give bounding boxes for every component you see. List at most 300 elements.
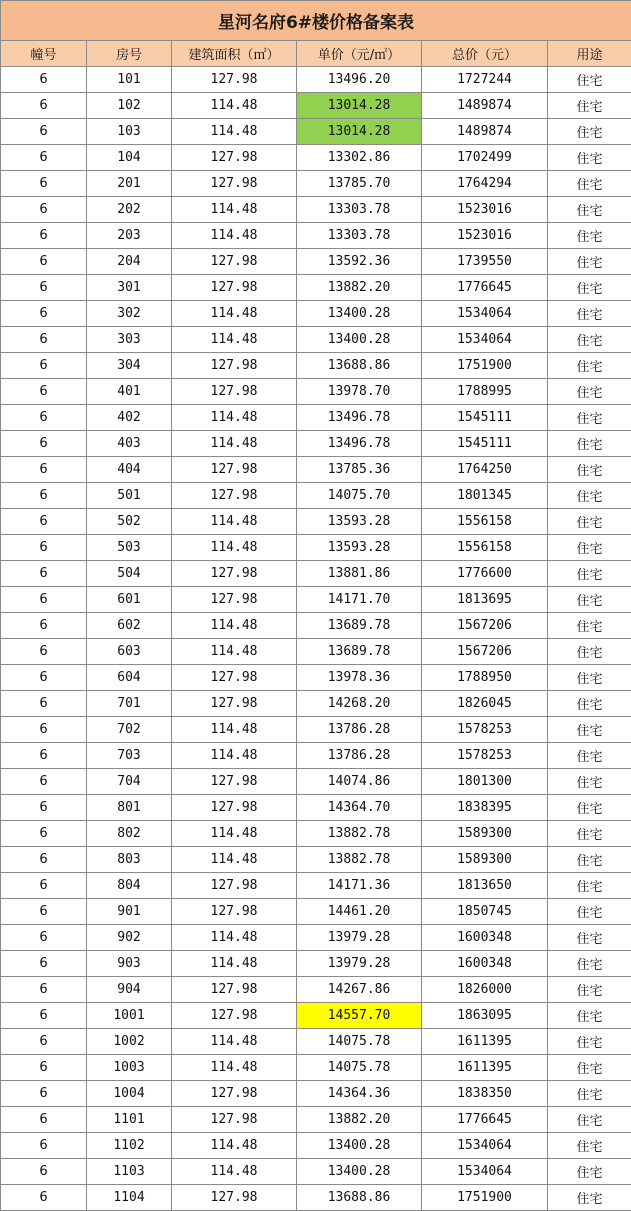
cell-unit-price: 13882.78 <box>297 821 422 847</box>
table-row <box>1 353 631 379</box>
cell-total-price: 1813650 <box>422 873 548 899</box>
cell-room: 301 <box>87 275 172 301</box>
table-row <box>1 587 631 613</box>
cell-total-price: 1850745 <box>422 899 548 925</box>
table-row <box>1 275 631 301</box>
cell-area: 127.98 <box>172 379 297 405</box>
cell-unit-price: 13688.86 <box>297 353 422 379</box>
cell-use: 住宅 <box>548 587 631 613</box>
cell-unit-price: 14268.20 <box>297 691 422 717</box>
cell-total-price: 1567206 <box>422 639 548 665</box>
table-row <box>1 405 631 431</box>
cell-use: 住宅 <box>548 379 631 405</box>
cell-building: 6 <box>1 1003 87 1029</box>
cell-unit-price: 13496.78 <box>297 431 422 457</box>
cell-unit-price: 13303.78 <box>297 223 422 249</box>
table-row <box>1 873 631 899</box>
cell-area: 127.98 <box>172 873 297 899</box>
cell-unit-price: 14364.36 <box>297 1081 422 1107</box>
table-row <box>1 613 631 639</box>
table-row <box>1 1107 631 1133</box>
cell-room: 104 <box>87 145 172 171</box>
cell-building: 6 <box>1 639 87 665</box>
cell-unit-price: 14364.70 <box>297 795 422 821</box>
cell-use: 住宅 <box>548 1003 631 1029</box>
table-row <box>1 561 631 587</box>
cell-use: 住宅 <box>548 119 631 145</box>
cell-building: 6 <box>1 93 87 119</box>
cell-total-price: 1764294 <box>422 171 548 197</box>
cell-unit-price: 13786.28 <box>297 743 422 769</box>
cell-room: 1102 <box>87 1133 172 1159</box>
cell-room: 1002 <box>87 1029 172 1055</box>
cell-total-price: 1600348 <box>422 951 548 977</box>
cell-use: 住宅 <box>548 1107 631 1133</box>
cell-building: 6 <box>1 509 87 535</box>
cell-room: 904 <box>87 977 172 1003</box>
cell-area: 127.98 <box>172 977 297 1003</box>
cell-use: 住宅 <box>548 483 631 509</box>
cell-area: 127.98 <box>172 1185 297 1211</box>
header-building: 幢号 <box>1 41 87 67</box>
cell-room: 802 <box>87 821 172 847</box>
cell-unit-price: 14267.86 <box>297 977 422 1003</box>
table-row <box>1 119 631 145</box>
cell-building: 6 <box>1 691 87 717</box>
header-row <box>1 41 631 67</box>
cell-building: 6 <box>1 431 87 457</box>
cell-building: 6 <box>1 847 87 873</box>
cell-use: 住宅 <box>548 301 631 327</box>
cell-area: 114.48 <box>172 717 297 743</box>
cell-use: 住宅 <box>548 899 631 925</box>
cell-total-price: 1788995 <box>422 379 548 405</box>
cell-total-price: 1534064 <box>422 1133 548 1159</box>
cell-building: 6 <box>1 223 87 249</box>
cell-use: 住宅 <box>548 951 631 977</box>
table-row <box>1 249 631 275</box>
cell-building: 6 <box>1 587 87 613</box>
cell-use: 住宅 <box>548 1133 631 1159</box>
cell-building: 6 <box>1 1185 87 1211</box>
cell-unit-price: 14074.86 <box>297 769 422 795</box>
cell-building: 6 <box>1 145 87 171</box>
table-row <box>1 639 631 665</box>
cell-unit-price: 14075.78 <box>297 1055 422 1081</box>
cell-area: 114.48 <box>172 509 297 535</box>
cell-room: 1103 <box>87 1159 172 1185</box>
cell-unit-price: 13689.78 <box>297 613 422 639</box>
cell-area: 114.48 <box>172 93 297 119</box>
table-title: 星河名府6#楼价格备案表 <box>1 1 631 41</box>
cell-area: 114.48 <box>172 951 297 977</box>
cell-unit-price-highlighted: 13014.28 <box>297 93 422 119</box>
cell-use: 住宅 <box>548 639 631 665</box>
table-row <box>1 847 631 873</box>
cell-total-price: 1776645 <box>422 1107 548 1133</box>
cell-room: 202 <box>87 197 172 223</box>
cell-unit-price: 13881.86 <box>297 561 422 587</box>
cell-unit-price: 13303.78 <box>297 197 422 223</box>
cell-total-price: 1801345 <box>422 483 548 509</box>
cell-use: 住宅 <box>548 353 631 379</box>
cell-building: 6 <box>1 873 87 899</box>
cell-area: 127.98 <box>172 665 297 691</box>
cell-unit-price-highlighted: 14557.70 <box>297 1003 422 1029</box>
cell-room: 502 <box>87 509 172 535</box>
table-row <box>1 171 631 197</box>
cell-unit-price: 13978.70 <box>297 379 422 405</box>
cell-use: 住宅 <box>548 1185 631 1211</box>
cell-total-price: 1489874 <box>422 93 548 119</box>
cell-unit-price: 13689.78 <box>297 639 422 665</box>
cell-room: 902 <box>87 925 172 951</box>
cell-room: 303 <box>87 327 172 353</box>
cell-unit-price: 13593.28 <box>297 535 422 561</box>
cell-use: 住宅 <box>548 977 631 1003</box>
cell-unit-price: 13400.28 <box>297 1159 422 1185</box>
cell-building: 6 <box>1 301 87 327</box>
table-row <box>1 483 631 509</box>
cell-room: 103 <box>87 119 172 145</box>
cell-area: 127.98 <box>172 457 297 483</box>
cell-area: 127.98 <box>172 249 297 275</box>
table-row <box>1 1185 631 1211</box>
cell-area: 127.98 <box>172 561 297 587</box>
cell-unit-price: 13979.28 <box>297 951 422 977</box>
cell-total-price: 1776600 <box>422 561 548 587</box>
cell-building: 6 <box>1 665 87 691</box>
cell-building: 6 <box>1 925 87 951</box>
cell-unit-price: 13592.36 <box>297 249 422 275</box>
cell-unit-price: 14075.70 <box>297 483 422 509</box>
cell-area: 114.48 <box>172 639 297 665</box>
cell-area: 127.98 <box>172 795 297 821</box>
table-row <box>1 925 631 951</box>
table-row <box>1 1081 631 1107</box>
cell-building: 6 <box>1 1133 87 1159</box>
cell-total-price: 1702499 <box>422 145 548 171</box>
cell-total-price: 1776645 <box>422 275 548 301</box>
cell-unit-price: 13496.78 <box>297 405 422 431</box>
cell-total-price: 1751900 <box>422 353 548 379</box>
cell-use: 住宅 <box>548 743 631 769</box>
table-row <box>1 327 631 353</box>
cell-area: 114.48 <box>172 1055 297 1081</box>
table-row <box>1 769 631 795</box>
cell-unit-price: 13496.20 <box>297 67 422 93</box>
table-row <box>1 899 631 925</box>
cell-total-price: 1611395 <box>422 1029 548 1055</box>
cell-building: 6 <box>1 977 87 1003</box>
table-row <box>1 665 631 691</box>
cell-room: 1001 <box>87 1003 172 1029</box>
cell-total-price: 1556158 <box>422 509 548 535</box>
cell-room: 901 <box>87 899 172 925</box>
cell-total-price: 1600348 <box>422 925 548 951</box>
cell-unit-price: 14075.78 <box>297 1029 422 1055</box>
table-row <box>1 795 631 821</box>
cell-unit-price-highlighted: 13014.28 <box>297 119 422 145</box>
cell-area: 114.48 <box>172 743 297 769</box>
cell-use: 住宅 <box>548 665 631 691</box>
cell-room: 602 <box>87 613 172 639</box>
cell-total-price: 1523016 <box>422 197 548 223</box>
cell-room: 701 <box>87 691 172 717</box>
cell-use: 住宅 <box>548 717 631 743</box>
cell-room: 304 <box>87 353 172 379</box>
cell-total-price: 1534064 <box>422 1159 548 1185</box>
cell-use: 住宅 <box>548 795 631 821</box>
cell-area: 114.48 <box>172 301 297 327</box>
cell-total-price: 1826000 <box>422 977 548 1003</box>
cell-total-price: 1788950 <box>422 665 548 691</box>
cell-unit-price: 13400.28 <box>297 327 422 353</box>
table-row <box>1 1003 631 1029</box>
cell-total-price: 1751900 <box>422 1185 548 1211</box>
cell-area: 114.48 <box>172 1133 297 1159</box>
cell-use: 住宅 <box>548 1159 631 1185</box>
cell-area: 114.48 <box>172 119 297 145</box>
cell-unit-price: 13785.70 <box>297 171 422 197</box>
cell-unit-price: 13882.20 <box>297 275 422 301</box>
cell-building: 6 <box>1 379 87 405</box>
cell-area: 114.48 <box>172 613 297 639</box>
cell-building: 6 <box>1 535 87 561</box>
cell-total-price: 1489874 <box>422 119 548 145</box>
cell-unit-price: 13978.36 <box>297 665 422 691</box>
cell-area: 127.98 <box>172 769 297 795</box>
cell-building: 6 <box>1 561 87 587</box>
cell-use: 住宅 <box>548 223 631 249</box>
cell-area: 114.48 <box>172 925 297 951</box>
cell-room: 1104 <box>87 1185 172 1211</box>
cell-building: 6 <box>1 717 87 743</box>
cell-use: 住宅 <box>548 67 631 93</box>
cell-room: 504 <box>87 561 172 587</box>
cell-building: 6 <box>1 1081 87 1107</box>
cell-unit-price: 13400.28 <box>297 301 422 327</box>
cell-use: 住宅 <box>548 1029 631 1055</box>
cell-room: 903 <box>87 951 172 977</box>
table-row <box>1 977 631 1003</box>
cell-total-price: 1813695 <box>422 587 548 613</box>
cell-total-price: 1863095 <box>422 1003 548 1029</box>
cell-area: 114.48 <box>172 847 297 873</box>
cell-room: 101 <box>87 67 172 93</box>
cell-room: 503 <box>87 535 172 561</box>
cell-total-price: 1523016 <box>422 223 548 249</box>
cell-total-price: 1556158 <box>422 535 548 561</box>
cell-area: 127.98 <box>172 691 297 717</box>
table-row <box>1 1133 631 1159</box>
cell-area: 127.98 <box>172 1003 297 1029</box>
cell-use: 住宅 <box>548 275 631 301</box>
cell-total-price: 1801300 <box>422 769 548 795</box>
table-row <box>1 379 631 405</box>
cell-building: 6 <box>1 951 87 977</box>
cell-unit-price: 14171.70 <box>297 587 422 613</box>
cell-use: 住宅 <box>548 249 631 275</box>
cell-total-price: 1589300 <box>422 847 548 873</box>
cell-area: 114.48 <box>172 197 297 223</box>
cell-building: 6 <box>1 275 87 301</box>
cell-room: 801 <box>87 795 172 821</box>
cell-building: 6 <box>1 119 87 145</box>
table-row <box>1 1159 631 1185</box>
table-row <box>1 1055 631 1081</box>
cell-area: 114.48 <box>172 1159 297 1185</box>
cell-area: 127.98 <box>172 353 297 379</box>
cell-building: 6 <box>1 405 87 431</box>
cell-area: 127.98 <box>172 1107 297 1133</box>
cell-use: 住宅 <box>548 873 631 899</box>
cell-use: 住宅 <box>548 145 631 171</box>
cell-total-price: 1578253 <box>422 717 548 743</box>
table-row <box>1 951 631 977</box>
header-total-price: 总价（元） <box>422 41 548 67</box>
cell-use: 住宅 <box>548 457 631 483</box>
header-use: 用途 <box>548 41 631 67</box>
cell-building: 6 <box>1 1107 87 1133</box>
cell-room: 501 <box>87 483 172 509</box>
cell-building: 6 <box>1 769 87 795</box>
cell-use: 住宅 <box>548 93 631 119</box>
cell-area: 114.48 <box>172 535 297 561</box>
cell-area: 114.48 <box>172 405 297 431</box>
cell-area: 127.98 <box>172 587 297 613</box>
cell-building: 6 <box>1 613 87 639</box>
cell-use: 住宅 <box>548 561 631 587</box>
cell-area: 127.98 <box>172 1081 297 1107</box>
cell-building: 6 <box>1 1055 87 1081</box>
cell-room: 601 <box>87 587 172 613</box>
cell-unit-price: 14461.20 <box>297 899 422 925</box>
cell-total-price: 1589300 <box>422 821 548 847</box>
table-row <box>1 145 631 171</box>
cell-unit-price: 13593.28 <box>297 509 422 535</box>
cell-room: 703 <box>87 743 172 769</box>
cell-use: 住宅 <box>548 769 631 795</box>
table-row <box>1 535 631 561</box>
cell-total-price: 1578253 <box>422 743 548 769</box>
cell-unit-price: 14171.36 <box>297 873 422 899</box>
cell-room: 404 <box>87 457 172 483</box>
table-row <box>1 821 631 847</box>
table-body <box>1 67 631 1211</box>
cell-area: 114.48 <box>172 223 297 249</box>
cell-building: 6 <box>1 327 87 353</box>
cell-room: 702 <box>87 717 172 743</box>
cell-use: 住宅 <box>548 197 631 223</box>
cell-room: 401 <box>87 379 172 405</box>
table-row <box>1 743 631 769</box>
cell-room: 302 <box>87 301 172 327</box>
cell-building: 6 <box>1 899 87 925</box>
cell-building: 6 <box>1 743 87 769</box>
cell-use: 住宅 <box>548 327 631 353</box>
cell-use: 住宅 <box>548 613 631 639</box>
cell-building: 6 <box>1 171 87 197</box>
table-row <box>1 1029 631 1055</box>
cell-building: 6 <box>1 1159 87 1185</box>
cell-room: 403 <box>87 431 172 457</box>
cell-use: 住宅 <box>548 1081 631 1107</box>
cell-area: 114.48 <box>172 1029 297 1055</box>
cell-total-price: 1611395 <box>422 1055 548 1081</box>
cell-room: 402 <box>87 405 172 431</box>
cell-total-price: 1838350 <box>422 1081 548 1107</box>
cell-area: 127.98 <box>172 899 297 925</box>
cell-building: 6 <box>1 249 87 275</box>
cell-area: 114.48 <box>172 431 297 457</box>
table-row <box>1 431 631 457</box>
cell-building: 6 <box>1 67 87 93</box>
cell-use: 住宅 <box>548 1055 631 1081</box>
cell-total-price: 1838395 <box>422 795 548 821</box>
cell-unit-price: 13302.86 <box>297 145 422 171</box>
table-row <box>1 197 631 223</box>
cell-area: 127.98 <box>172 145 297 171</box>
cell-use: 住宅 <box>548 171 631 197</box>
table-row <box>1 691 631 717</box>
cell-area: 127.98 <box>172 275 297 301</box>
cell-unit-price: 13882.20 <box>297 1107 422 1133</box>
table-row <box>1 223 631 249</box>
cell-unit-price: 13688.86 <box>297 1185 422 1211</box>
cell-room: 604 <box>87 665 172 691</box>
cell-unit-price: 13979.28 <box>297 925 422 951</box>
cell-building: 6 <box>1 457 87 483</box>
cell-area: 114.48 <box>172 821 297 847</box>
cell-use: 住宅 <box>548 431 631 457</box>
cell-total-price: 1764250 <box>422 457 548 483</box>
cell-area: 127.98 <box>172 67 297 93</box>
cell-use: 住宅 <box>548 691 631 717</box>
header-room: 房号 <box>87 41 172 67</box>
cell-use: 住宅 <box>548 535 631 561</box>
table-row <box>1 93 631 119</box>
cell-unit-price: 13400.28 <box>297 1133 422 1159</box>
cell-use: 住宅 <box>548 509 631 535</box>
cell-use: 住宅 <box>548 847 631 873</box>
table-row <box>1 301 631 327</box>
cell-room: 1003 <box>87 1055 172 1081</box>
cell-total-price: 1545111 <box>422 405 548 431</box>
cell-building: 6 <box>1 795 87 821</box>
cell-unit-price: 13786.28 <box>297 717 422 743</box>
cell-unit-price: 13882.78 <box>297 847 422 873</box>
cell-total-price: 1739550 <box>422 249 548 275</box>
table-row <box>1 717 631 743</box>
header-unit-price: 单价（元/㎡） <box>297 41 422 67</box>
cell-use: 住宅 <box>548 925 631 951</box>
cell-room: 1101 <box>87 1107 172 1133</box>
cell-room: 201 <box>87 171 172 197</box>
cell-use: 住宅 <box>548 405 631 431</box>
cell-room: 603 <box>87 639 172 665</box>
cell-room: 804 <box>87 873 172 899</box>
cell-area: 127.98 <box>172 483 297 509</box>
cell-use: 住宅 <box>548 821 631 847</box>
cell-total-price: 1727244 <box>422 67 548 93</box>
cell-room: 203 <box>87 223 172 249</box>
header-area: 建筑面积（㎡） <box>172 41 297 67</box>
cell-building: 6 <box>1 1029 87 1055</box>
cell-unit-price: 13785.36 <box>297 457 422 483</box>
cell-total-price: 1826045 <box>422 691 548 717</box>
cell-total-price: 1534064 <box>422 301 548 327</box>
